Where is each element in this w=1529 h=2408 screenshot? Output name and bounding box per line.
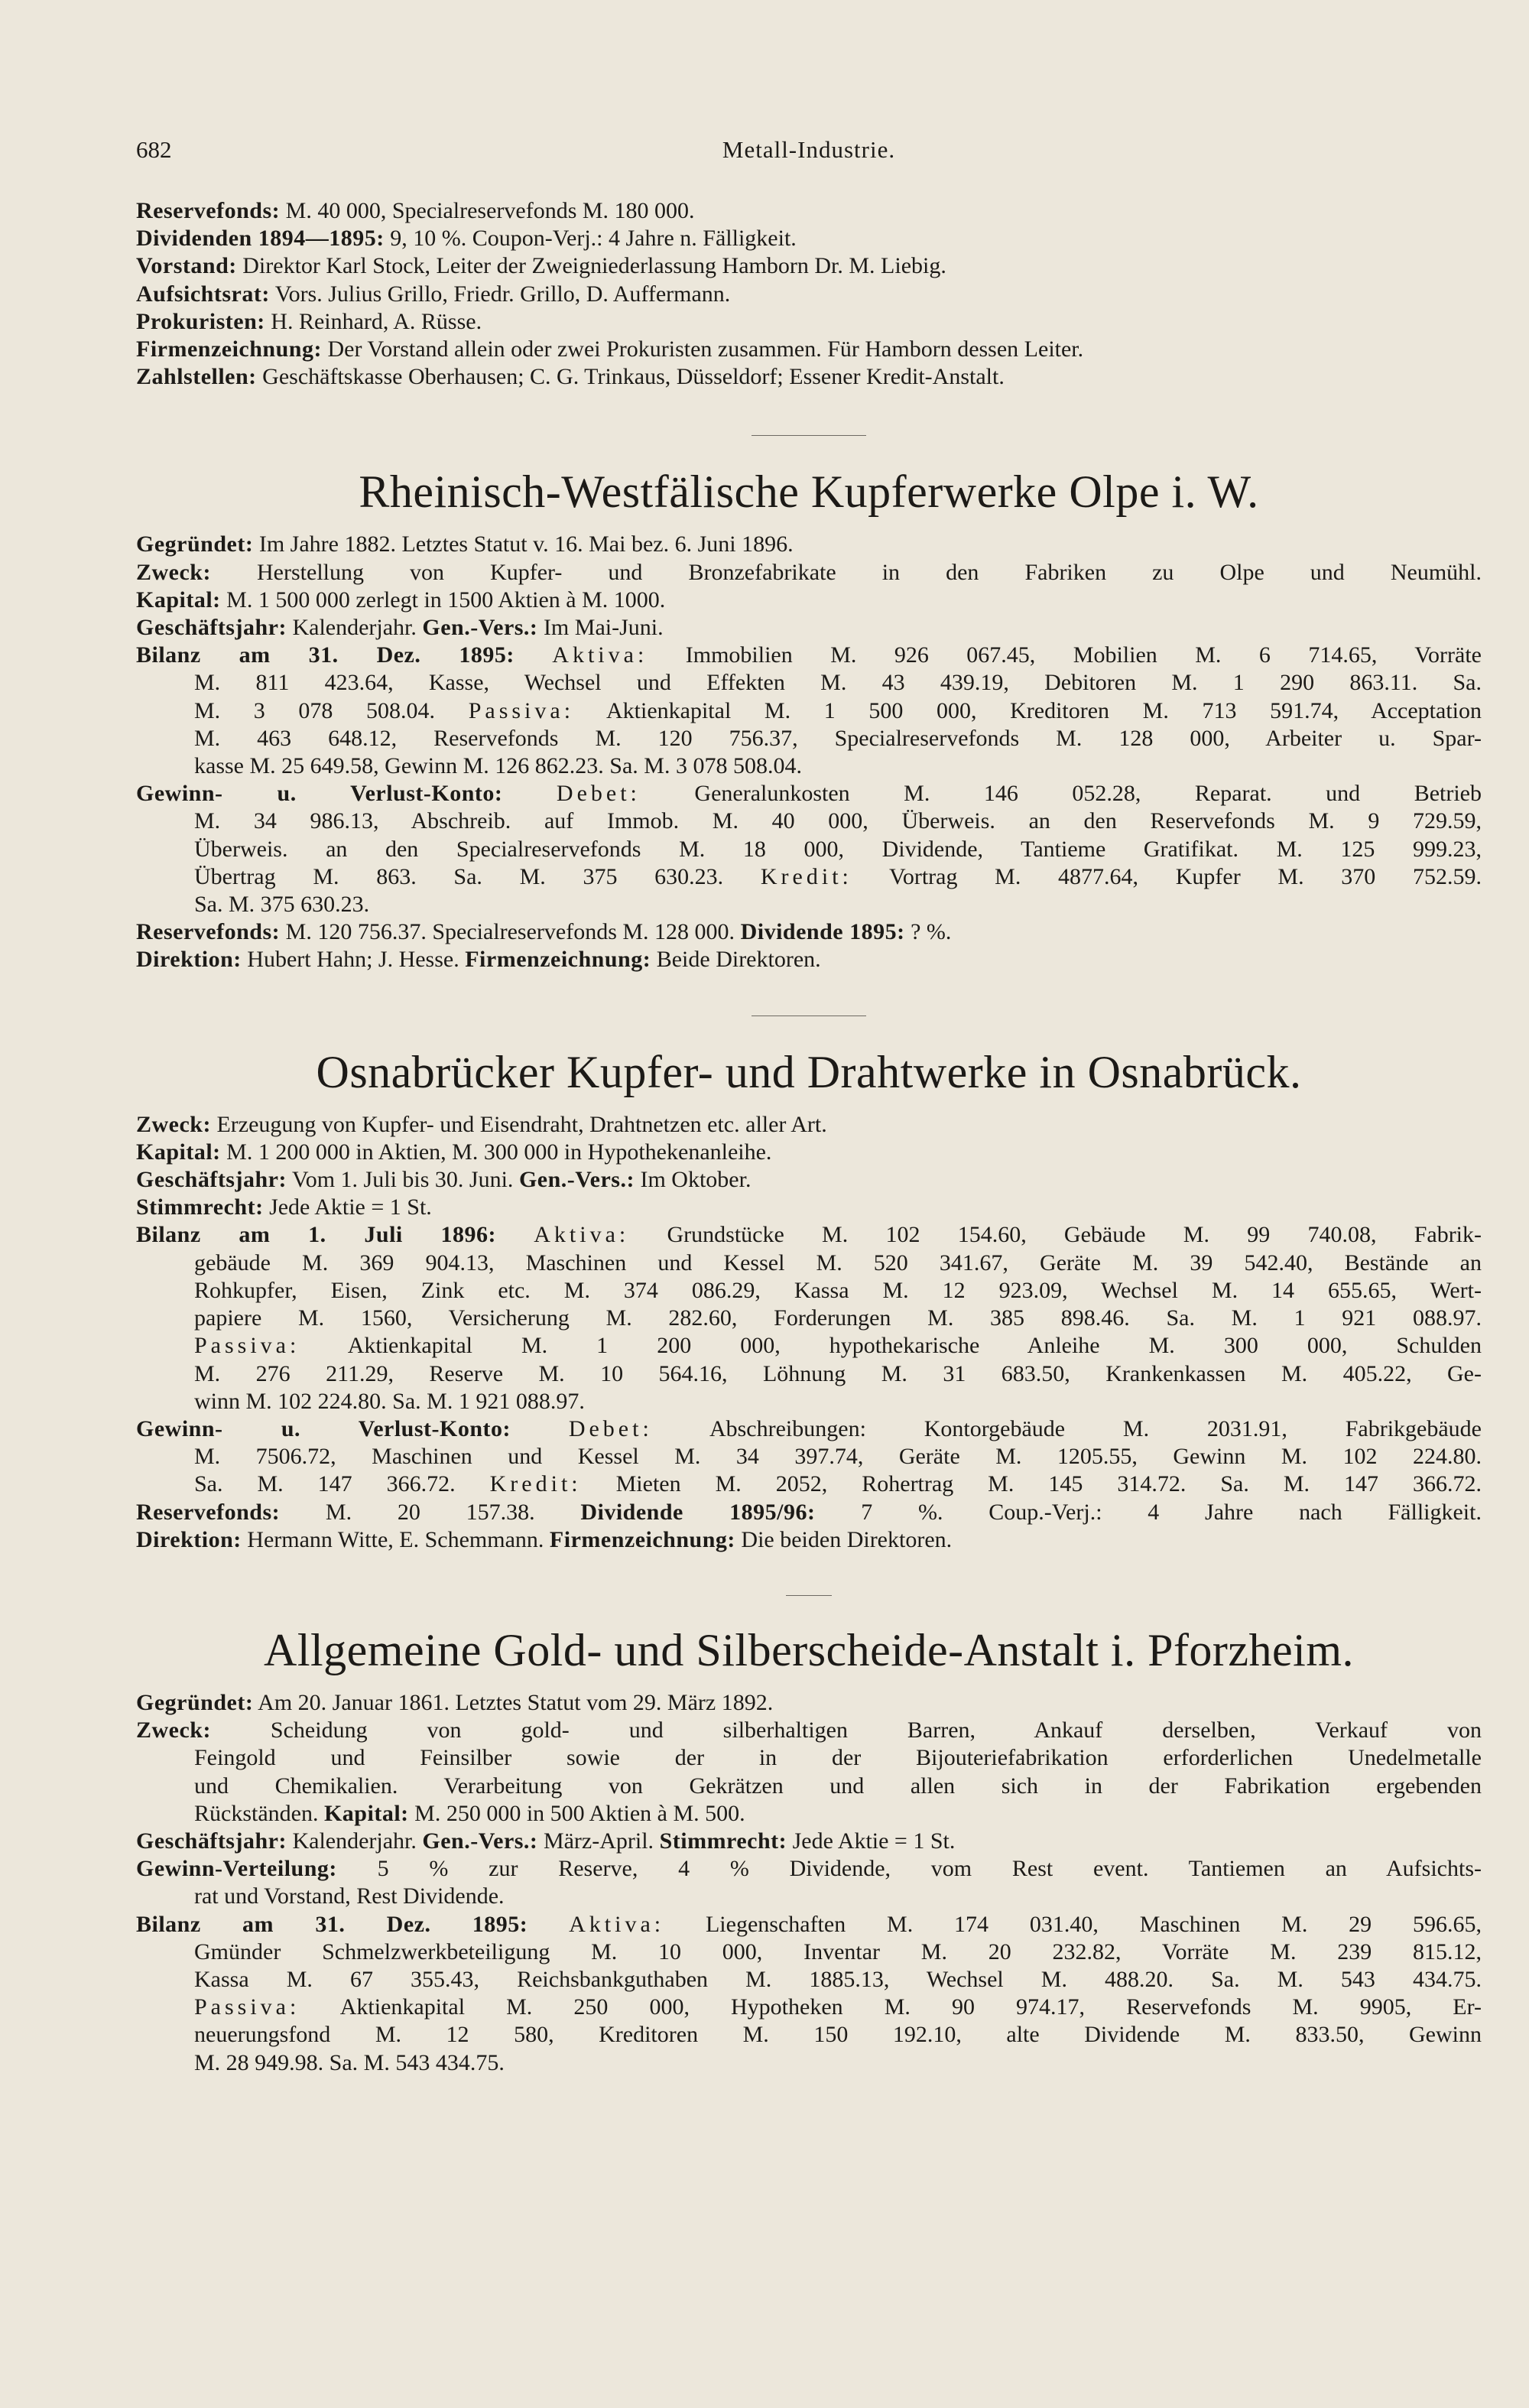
field-text: Hermann Witte, E. Schemmann. xyxy=(241,1526,550,1552)
field-text: M. 811 423.64, Kasse, Wechsel und Effekten M. 43 439.19, Debitoren M. 1 290 863.11. Sa. xyxy=(194,670,1482,696)
field-text xyxy=(515,642,552,668)
field-text: Herstellung von Kupfer- und Bronzefabrikate in den Fabriken zu Olpe und Neumühl. xyxy=(210,559,1482,585)
field-text: M. 28 949.98. Sa. M. 543 434.75. xyxy=(194,2049,505,2075)
text-line xyxy=(136,1360,1482,1388)
field-text: Der Vorstand allein oder zwei Prokuristen zusammen. Für Hamborn dessen Leiter. xyxy=(321,336,1084,362)
text-line xyxy=(136,697,1482,725)
text-line xyxy=(136,1773,1482,1800)
text-line xyxy=(136,1994,1482,2021)
continued-entry xyxy=(136,197,1482,391)
field-text: Sa. M. 375 630.23. xyxy=(194,892,370,918)
field-label: Firmenzeichnung: xyxy=(465,947,651,973)
text-line xyxy=(136,1717,1482,1744)
field-text: rat und Vorstand, Rest Dividende. xyxy=(194,1883,505,1909)
field-label: Gen.-Vers.: xyxy=(518,1167,635,1193)
text-line xyxy=(136,1499,1482,1526)
field-text: Aktienkapital M. 1 500 000, Kreditoren M. 713 591.74, Acceptation xyxy=(574,697,1482,723)
field-label: Prokuristen: xyxy=(136,308,265,334)
field-text: M. 463 648.12, Reservefonds M. 120 756.37, Specialreservefonds M. 128 000, Arbeiter u. Spar- xyxy=(194,725,1482,751)
text-line xyxy=(136,1166,1482,1194)
account-side-label: Passiva: xyxy=(468,697,575,723)
field-text: papiere M. 1560, Versicherung M. 282.60, Forderungen M. 385 898.46. Sa. M. 1 921 088.97. xyxy=(194,1305,1482,1331)
field-label: Kapital: xyxy=(136,1139,221,1165)
text-line xyxy=(136,891,1482,918)
text-line xyxy=(136,1800,1482,1828)
text-line xyxy=(136,1277,1482,1305)
text-line xyxy=(136,946,1482,973)
field-label: Geschäftsjahr: xyxy=(136,1167,287,1193)
field-text: Hubert Hahn; J. Hesse. xyxy=(241,947,466,973)
field-label: Stimmrecht: xyxy=(659,1828,787,1854)
text-line xyxy=(136,281,1482,308)
text-line xyxy=(136,336,1482,363)
field-text: Kalenderjahr. xyxy=(286,1828,423,1854)
account-side-label: Debet: xyxy=(568,1415,653,1441)
text-line xyxy=(136,1526,1482,1554)
field-text: Jede Aktie = 1 St. xyxy=(787,1828,956,1854)
company-entry-pforzheim xyxy=(136,1620,1482,2077)
text-line xyxy=(136,1470,1482,1498)
separator-rule xyxy=(786,1595,832,1596)
field-label: Reservefonds: xyxy=(136,1499,281,1525)
field-label: Dividenden 1894—1895: xyxy=(136,226,385,252)
field-label: Gewinn-Verteilung: xyxy=(136,1856,337,1882)
field-text: Im Mai-Juni. xyxy=(537,615,664,641)
field-text: ? %. xyxy=(904,919,952,945)
field-text: Erzeugung von Kupfer- und Eisendraht, Drahtnetzen etc. aller Art. xyxy=(210,1111,827,1137)
text-line xyxy=(136,725,1482,752)
field-text: Im Oktober. xyxy=(634,1167,752,1193)
field-text: Vors. Julius Grillo, Friedr. Grillo, D. Auffermann. xyxy=(269,281,731,307)
field-text: Kassa M. 67 355.43, Reichsbankguthaben M. 1885.13, Wechsel M. 488.20. Sa. M. 543 434.75. xyxy=(194,1966,1482,1992)
field-text: kasse M. 25 649.58, Gewinn M. 126 862.23. Sa. M. 3 078 508.04. xyxy=(194,753,802,779)
text-line xyxy=(136,1221,1482,1249)
field-label: Zahlstellen: xyxy=(136,364,257,390)
text-line xyxy=(136,1855,1482,1883)
field-text: M. 40 000, Specialreservefonds M. 180 000. xyxy=(280,198,695,223)
field-text: M. 3 078 508.04. xyxy=(194,697,469,723)
text-line xyxy=(136,225,1482,252)
field-text: Gmünder Schmelzwerkbeteiligung M. 10 000, Inventar M. 20 232.82, Vorräte M. 239 815.12, xyxy=(194,1938,1482,1964)
running-header xyxy=(136,136,1482,182)
separator-rule xyxy=(752,435,866,436)
text-line xyxy=(136,2049,1482,2077)
text-line xyxy=(136,197,1482,225)
field-label: Gen.-Vers.: xyxy=(422,1828,538,1854)
page-number: 682 xyxy=(136,136,172,163)
field-text: Die beiden Direktoren. xyxy=(735,1526,953,1552)
field-label: Gewinn- u. Verlust-Konto: xyxy=(136,1415,511,1441)
field-text: Generalunkosten M. 146 052.28, Reparat. und Betrieb xyxy=(640,781,1482,807)
field-label: Dividende 1895/96: xyxy=(580,1499,816,1525)
account-side-label: Passiva: xyxy=(194,1994,300,2020)
text-line xyxy=(136,1194,1482,1221)
field-label: Reservefonds: xyxy=(136,919,281,945)
field-label: Stimmrecht: xyxy=(136,1194,264,1220)
field-text xyxy=(502,781,557,806)
field-text: Abschreibungen: Kontorgebäude M. 2031.91, Fabrikgebäude xyxy=(652,1415,1482,1441)
text-line xyxy=(136,642,1482,669)
text-line xyxy=(136,1828,1482,1855)
account-side-label: Aktiva: xyxy=(552,642,648,668)
field-label: Bilanz am 1. Juli 1896: xyxy=(136,1222,496,1248)
company-entry-osnabrueck xyxy=(136,1042,1482,1554)
field-text xyxy=(511,1416,569,1441)
field-text: Feingold und Feinsilber sowie der in der Bijouteriefabrikation erforderlichen Unedelmetalle xyxy=(194,1745,1482,1771)
field-text: Im Jahre 1882. Letztes Statut v. 16. Mai bez. 6. Juni 1896. xyxy=(253,531,794,557)
text-line xyxy=(136,587,1482,614)
field-label: Gewinn- u. Verlust-Konto: xyxy=(136,781,503,807)
text-line xyxy=(136,1111,1482,1139)
field-text: M. 276 211.29, Reserve M. 10 564.16, Löhnung M. 31 683.50, Krankenkassen M. 405.22, Ge- xyxy=(194,1360,1482,1386)
field-text: Vortrag M. 4877.64, Kupfer M. 370 752.59. xyxy=(852,863,1482,889)
text-line xyxy=(136,1938,1482,1966)
field-text: Beide Direktoren. xyxy=(651,947,821,973)
field-label: Zweck: xyxy=(136,1717,211,1743)
text-line xyxy=(136,1332,1482,1360)
text-line xyxy=(136,752,1482,780)
field-text: Jede Aktie = 1 St. xyxy=(263,1194,432,1220)
field-text: Überweis. an den Specialreservefonds M. 18 000, Dividende, Tantieme Gratifikat. M. 125 999.23, xyxy=(194,836,1482,862)
field-label: Gegründet: xyxy=(136,1689,254,1715)
field-text: M. 34 986.13, Abschreib. auf Immob. M. 40 000, Überweis. an den Reservefonds M. 9 729.59, xyxy=(194,808,1482,834)
text-line xyxy=(136,252,1482,280)
text-line xyxy=(136,308,1482,336)
account-side-label: Debet: xyxy=(556,781,641,807)
text-line xyxy=(136,836,1482,863)
field-text: Aktienkapital M. 250 000, Hypotheken M. 90 974.17, Reservefonds M. 9905, Er- xyxy=(300,1994,1482,2020)
field-label: Bilanz am 31. Dez. 1895: xyxy=(136,1911,528,1937)
field-label: Zweck: xyxy=(136,1111,211,1137)
field-text xyxy=(528,1912,569,1937)
company-heading: Allgemeine Gold- und Silberscheide-Anstalt i. Pforzheim. xyxy=(263,1624,1355,1675)
text-line xyxy=(136,1883,1482,1910)
field-label: Vorstand: xyxy=(136,253,237,279)
field-text: Am 20. Januar 1861. Letztes Statut vom 29. März 1892. xyxy=(253,1689,774,1715)
text-line xyxy=(136,2021,1482,2049)
account-side-label: Kredit: xyxy=(760,863,852,889)
field-label: Firmenzeichnung: xyxy=(549,1526,735,1552)
account-side-label: Passiva: xyxy=(194,1333,300,1359)
field-text: und Chemikalien. Verarbeitung von Gekrätzen und allen sich in der Fabrikation ergebenden xyxy=(194,1773,1482,1799)
field-text: Scheidung von gold- und silberhaltigen Barren, Ankauf derselben, Verkauf von xyxy=(210,1717,1482,1743)
account-side-label: Aktiva: xyxy=(534,1222,630,1248)
text-line xyxy=(136,1388,1482,1415)
field-text: M. 20 157.38. xyxy=(280,1499,581,1525)
field-label: Direktion: xyxy=(136,1526,242,1552)
field-text: gebäude M. 369 904.13, Maschinen und Kessel M. 520 341.67, Geräte M. 39 542.40, Bestände an xyxy=(194,1249,1482,1275)
field-text: März-April. xyxy=(537,1828,660,1854)
text-line xyxy=(136,363,1482,391)
field-text: M. 7506.72, Maschinen und Kessel M. 34 397.74, Geräte M. 1205.55, Gewinn M. 102 224.80. xyxy=(194,1444,1482,1470)
field-text xyxy=(496,1222,534,1247)
field-label: Geschäftsjahr: xyxy=(136,615,287,641)
field-label: Gegründet: xyxy=(136,531,254,557)
field-text: Geschäftskasse Oberhausen; C. G. Trinkaus, Düsseldorf; Essener Kredit-Anstalt. xyxy=(256,364,1005,390)
text-line xyxy=(136,669,1482,697)
field-text: Rückständen. xyxy=(194,1800,324,1826)
field-label: Zweck: xyxy=(136,559,211,585)
text-line xyxy=(136,1744,1482,1772)
text-line xyxy=(136,1305,1482,1332)
field-text: Rohkupfer, Eisen, Zink etc. M. 374 086.29, Kassa M. 12 923.09, Wechsel M. 14 655.65, Wert- xyxy=(194,1277,1482,1303)
text-line xyxy=(136,1443,1482,1470)
field-text: 9, 10 %. Coupon-Verj.: 4 Jahre n. Fälligkeit. xyxy=(384,226,797,252)
field-text: H. Reinhard, A. Rüsse. xyxy=(265,308,482,334)
field-text: Sa. M. 147 366.72. xyxy=(194,1471,490,1497)
field-text: Immobilien M. 926 067.45, Mobilien M. 6 714.65, Vorräte xyxy=(648,642,1482,668)
account-side-label: Aktiva: xyxy=(569,1911,665,1937)
field-text: Mieten M. 2052, Rohertrag M. 145 314.72. Sa. M. 147 366.72. xyxy=(581,1471,1482,1497)
account-side-label: Kredit: xyxy=(489,1471,582,1497)
text-line xyxy=(136,780,1482,808)
field-label: Kapital: xyxy=(136,587,221,613)
field-text: 7 %. Coup.-Verj.: 4 Jahre nach Fälligkeit. xyxy=(815,1499,1482,1525)
field-label: Aufsichtsrat: xyxy=(136,281,270,307)
field-label: Direktion: xyxy=(136,947,242,973)
field-label: Reservefonds: xyxy=(136,198,281,223)
text-line xyxy=(136,1139,1482,1166)
text-line xyxy=(136,1966,1482,1994)
text-line xyxy=(136,808,1482,835)
text-line xyxy=(136,1249,1482,1277)
field-text: Direktor Karl Stock, Leiter der Zweigniederlassung Hamborn Dr. M. Liebig. xyxy=(236,253,946,279)
field-text: M. 1 500 000 zerlegt in 1500 Aktien à M. 1000. xyxy=(220,587,666,613)
field-text: neuerungsfond M. 12 580, Kreditoren M. 150 192.10, alte Dividende M. 833.50, Gewinn xyxy=(194,2022,1482,2048)
field-label: Bilanz am 31. Dez. 1895: xyxy=(136,642,515,668)
field-text: Aktienkapital M. 1 200 000, hypothekarische Anleihe M. 300 000, Schulden xyxy=(300,1333,1482,1359)
text-line xyxy=(136,1689,1482,1717)
field-text: Übertrag M. 863. Sa. M. 375 630.23. xyxy=(194,863,761,889)
field-label: Firmenzeichnung: xyxy=(136,336,322,362)
text-line xyxy=(136,1911,1482,1938)
field-text: M. 1 200 000 in Aktien, M. 300 000 in Hypothekenanleihe. xyxy=(220,1139,772,1165)
text-line xyxy=(136,918,1482,946)
field-text: Kalenderjahr. xyxy=(286,615,423,641)
field-text: winn M. 102 224.80. Sa. M. 1 921 088.97. xyxy=(194,1388,585,1414)
field-text: M. 120 756.37. Specialreservefonds M. 128 000. xyxy=(280,919,741,945)
field-text: M. 250 000 in 500 Aktien à M. 500. xyxy=(408,1800,745,1826)
text-line xyxy=(136,531,1482,558)
field-label: Dividende 1895: xyxy=(740,919,905,945)
field-text: 5 % zur Reserve, 4 % Dividende, vom Rest event. Tantiemen an Aufsichts- xyxy=(336,1856,1482,1882)
text-line xyxy=(136,1415,1482,1443)
company-heading: Osnabrücker Kupfer- und Drahtwerke in Osnabrück. xyxy=(316,1046,1302,1097)
text-line xyxy=(136,614,1482,642)
running-title: Metall-Industrie. xyxy=(722,136,896,163)
field-text: Grundstücke M. 102 154.60, Gebäude M. 99 740.08, Fabrik- xyxy=(629,1222,1482,1248)
field-label: Gen.-Vers.: xyxy=(422,615,538,641)
field-label: Kapital: xyxy=(323,1800,409,1826)
text-line xyxy=(136,863,1482,891)
field-text: Liegenschaften M. 174 031.40, Maschinen M. 29 596.65, xyxy=(664,1911,1482,1937)
field-label: Geschäftsjahr: xyxy=(136,1828,287,1854)
company-entry-olpe xyxy=(136,462,1482,973)
text-line xyxy=(136,559,1482,587)
company-heading: Rheinisch-Westfälische Kupferwerke Olpe i. W. xyxy=(359,466,1259,518)
field-text: Vom 1. Juli bis 30. Juni. xyxy=(286,1167,519,1193)
